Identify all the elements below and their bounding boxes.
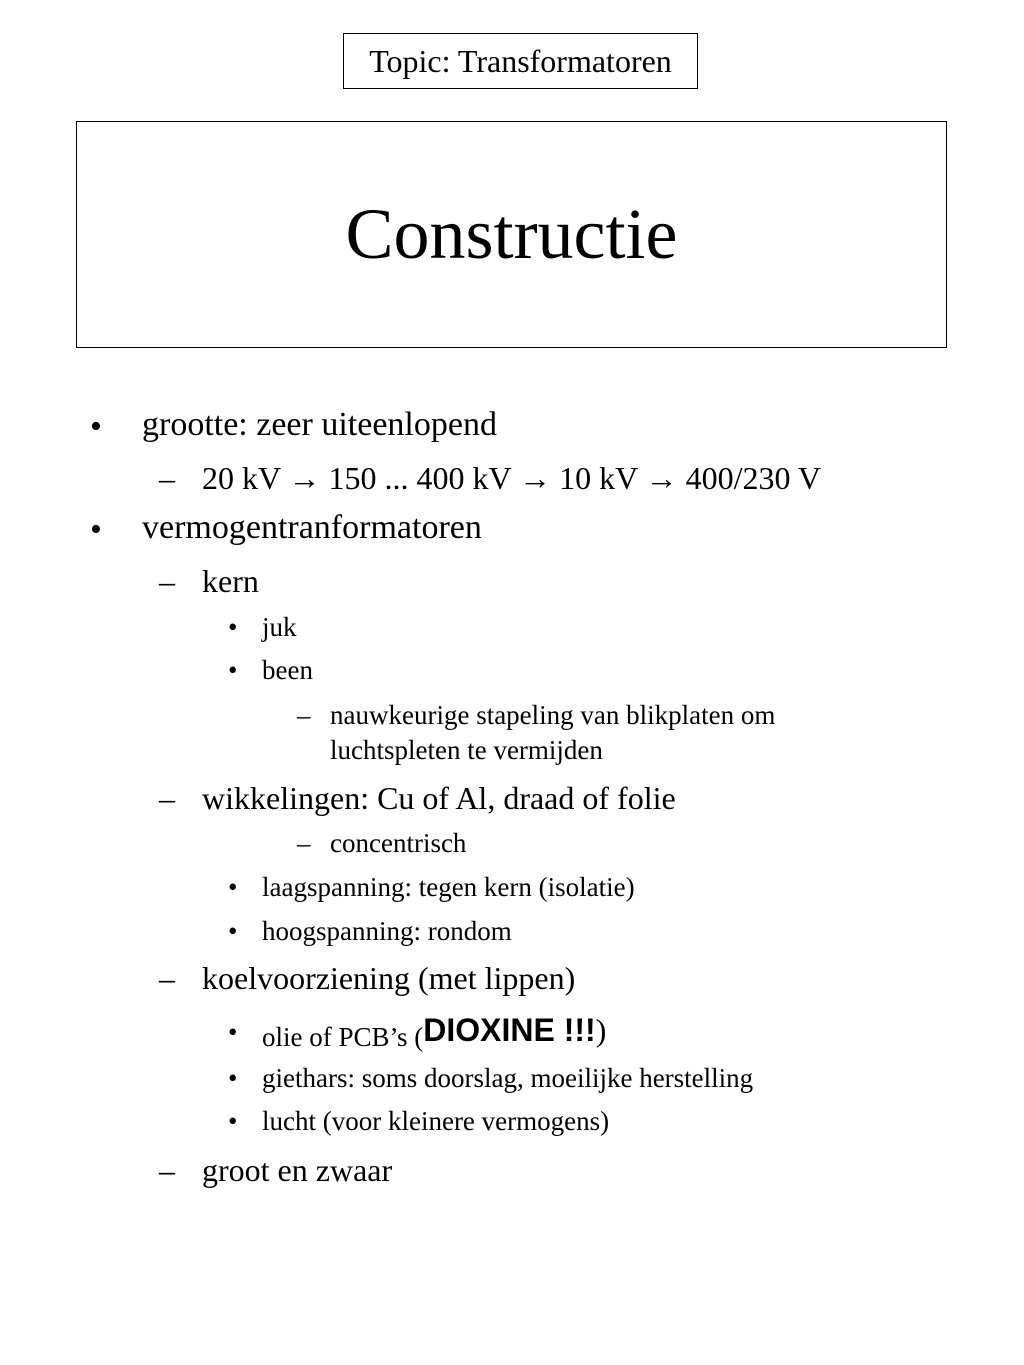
- list-item-koelvoorziening: koelvoorziening (met lippen): [202, 960, 576, 996]
- list-item-lucht: lucht (voor kleinere vermogens): [262, 1106, 610, 1136]
- olie-prefix: olie of PCB’s (: [262, 1022, 424, 1052]
- list-item-groot: groot en zwaar: [202, 1152, 393, 1188]
- bullet-marker: •: [90, 511, 102, 548]
- title-box: [76, 121, 947, 348]
- olie-suffix: ): [595, 1012, 607, 1048]
- topic-box: [343, 33, 698, 89]
- bullet-marker: •: [228, 1063, 238, 1093]
- list-item-wikkelingen: wikkelingen: Cu of Al, draad of folie: [202, 780, 676, 816]
- page-title: Constructie: [345, 194, 678, 274]
- list-item-kern: kern: [202, 563, 259, 599]
- bullet-marker: •: [228, 612, 238, 642]
- bullet-marker: •: [228, 655, 238, 685]
- list-item-grootte: grootte: zeer uiteenlopend: [142, 406, 497, 443]
- list-item-been: been: [262, 655, 313, 685]
- dioxine-emphasis: DIOXINE !!!: [423, 1012, 596, 1048]
- list-item-laagspanning: laagspanning: tegen kern (isolatie): [262, 872, 635, 902]
- bullet-marker: •: [228, 916, 238, 946]
- bullet-marker: •: [228, 872, 238, 902]
- topic-label: Topic: Transformatoren: [369, 42, 672, 79]
- dash-marker: –: [159, 460, 175, 496]
- dash-marker: –: [159, 1152, 175, 1188]
- list-item-olie: [262, 1012, 607, 1052]
- dash-marker: –: [297, 700, 311, 730]
- dash-marker: –: [159, 563, 175, 599]
- list-item-giethars: giethars: soms doorslag, moeilijke herstelling: [262, 1063, 754, 1093]
- list-item-concentrisch: concentrisch: [330, 828, 467, 858]
- bullet-marker: •: [228, 1017, 238, 1047]
- bullet-marker: •: [90, 408, 102, 445]
- list-item-juk: juk: [262, 612, 297, 642]
- list-item-spanningen: 20 kV → 150 ... 400 kV → 10 kV → 400/230 V: [202, 460, 822, 496]
- dash-marker: –: [159, 780, 175, 816]
- list-item-stapeling-line2: luchtspleten te vermijden: [330, 735, 603, 765]
- dash-marker: –: [159, 960, 175, 996]
- bullet-marker: •: [228, 1106, 238, 1136]
- list-item-vermogen: vermogentranformatoren: [142, 509, 482, 546]
- list-item-hoogspanning: hoogspanning: rondom: [262, 916, 512, 946]
- dash-marker: –: [297, 828, 311, 858]
- list-item-stapeling-line1: nauwkeurige stapeling van blikplaten om: [330, 700, 776, 730]
